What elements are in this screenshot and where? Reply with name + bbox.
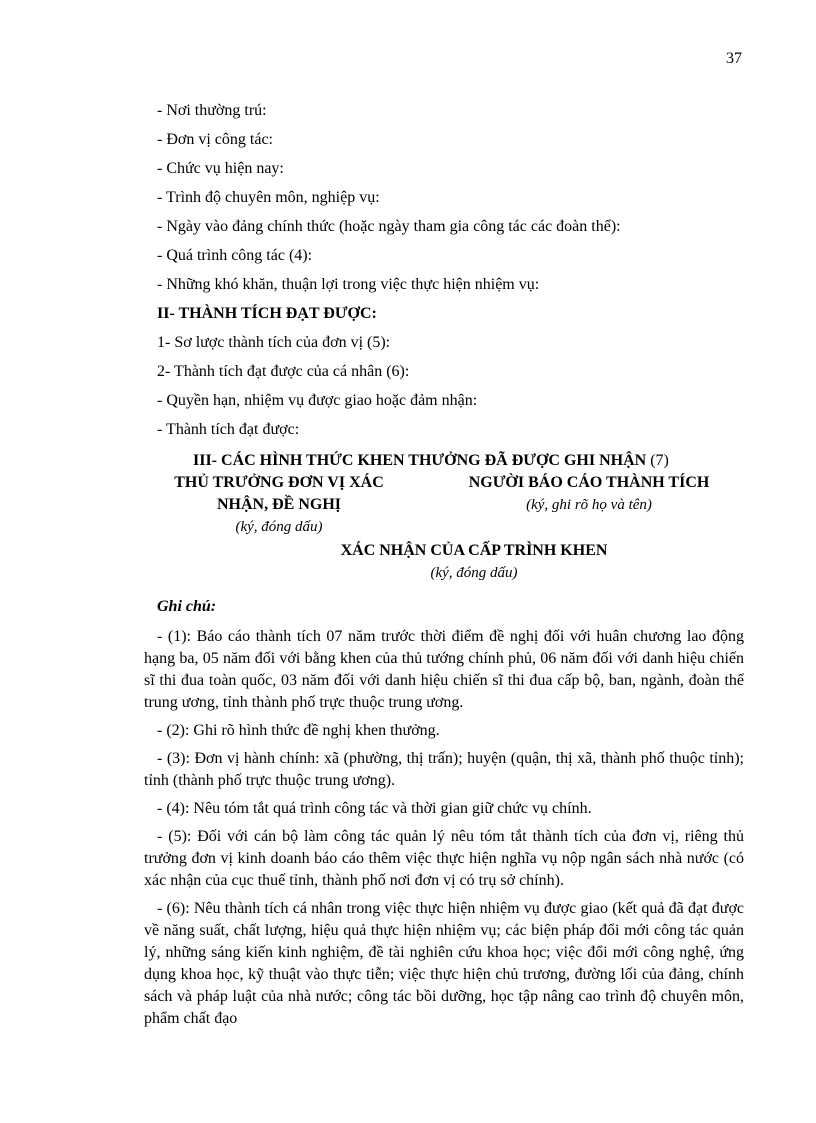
field-difficulties: - Những khó khăn, thuận lợi trong việc thực hiện nhiệm vụ: [157,276,540,293]
field-residence: - Nơi thường trú: [157,102,267,119]
section-3-footnote-ref: (7) [650,452,669,469]
signature-unit-head-note: (ký, đóng dấu) [235,519,323,535]
signature-unit-head-title-2: NHẬN, ĐỀ NGHỊ [216,496,341,513]
note-paragraph: - (4): Nêu tóm tắt quá trình công tác và thời gian giữ chức vụ chính. [157,800,592,817]
note-paragraph: - (2): Ghi rõ hình thức đề nghị khen thưởng. [157,722,440,739]
section-2-item: 2- Thành tích đạt được của cá nhân (6): [157,363,410,380]
page-number: 37 [726,50,742,67]
field-qualification: - Trình độ chuyên môn, nghiệp vụ: [157,189,380,206]
notes-heading: Ghi chú: [157,598,217,615]
confirmation-note: (ký, đóng dấu) [430,565,518,581]
signature-unit-head-title-1: THỦ TRƯỞNG ĐƠN VỊ XÁC [174,474,384,491]
section-2-title: II- THÀNH TÍCH ĐẠT ĐƯỢC: [157,305,377,322]
confirmation-title: XÁC NHẬN CỦA CẤP TRÌNH KHEN [340,542,608,559]
signature-row [144,472,744,538]
signature-reporter-note: (ký, ghi rõ họ và tên) [526,497,652,513]
section-2-item: - Thành tích đạt được: [157,421,300,438]
field-work-history: - Quá trình công tác (4): [157,247,313,264]
note-paragraph: - (3): Đơn vị hành chính: xã (phường, thị trấn); huyện (quận, thị xã, thành phố thuộc tỉnh); tỉnh (thành phố trực thuộc trung ương). [144,750,744,789]
section-3-title [144,450,744,472]
section-2-item: 1- Sơ lược thành tích của đơn vị (5): [157,334,391,351]
confirmation-block [204,540,744,584]
section-3-title-text: III- CÁC HÌNH THỨC KHEN THƯỞNG ĐÃ ĐƯỢC GHI NHẬN [193,452,647,469]
signature-reporter-title: NGƯỜI BÁO CÁO THÀNH TÍCH [468,474,710,491]
field-party-date: - Ngày vào đảng chính thức (hoặc ngày tham gia công tác các đoàn thể): [157,218,621,235]
field-current-position: - Chức vụ hiện nay: [157,160,284,177]
field-work-unit: - Đơn vị công tác: [157,131,273,148]
signature-reporter [434,472,744,516]
note-paragraph: - (5): Đối với cán bộ làm công tác quản lý nêu tóm tắt thành tích của đơn vị, riêng thủ trưởng đơn vị kinh doanh báo cáo thêm việc thực hiện nghĩa vụ nộp ngân sách nhà nước (có xác nhận của cục thuế tỉnh, thành phố nơi đơn vị có trụ sở chính). [144,828,744,889]
signature-unit-head [144,472,414,538]
section-2-item: - Quyền hạn, nhiệm vụ được giao hoặc đảm nhận: [157,392,478,409]
note-paragraph: - (6): Nêu thành tích cá nhân trong việc thực hiện nhiệm vụ được giao (kết quả đã đạt được về năng suất, chất lượng, hiệu quả thực hiện nhiệm vụ; các biện pháp đổi mới công tác quản lý, những sáng kiến kinh nghiệm, đề tài nghiên cứu khoa học; việc đổi mới công nghệ, ứng dụng khoa học, kỹ thuật vào thực tiễn; việc thực hiện chủ trương, đường lối của đảng, chính sách và pháp luật của nhà nước; công tác bồi dưỡng, học tập nâng cao trình độ chuyên môn, phẩm chất đạo [144,900,744,1027]
note-paragraph: - (1): Báo cáo thành tích 07 năm trước thời điểm đề nghị đối với huân chương lao động hạng ba, 05 năm đối với bằng khen của thủ tướng chính phủ, 06 năm đối với danh hiệu chiến sĩ thi đua toàn quốc, 03 năm đối với danh hiệu chiến sĩ thi đua cấp bộ, ban, ngành, đoàn thể trung ương, tỉnh thành phố trực thuộc trung ương. [144,628,744,711]
document-body [144,96,744,1030]
